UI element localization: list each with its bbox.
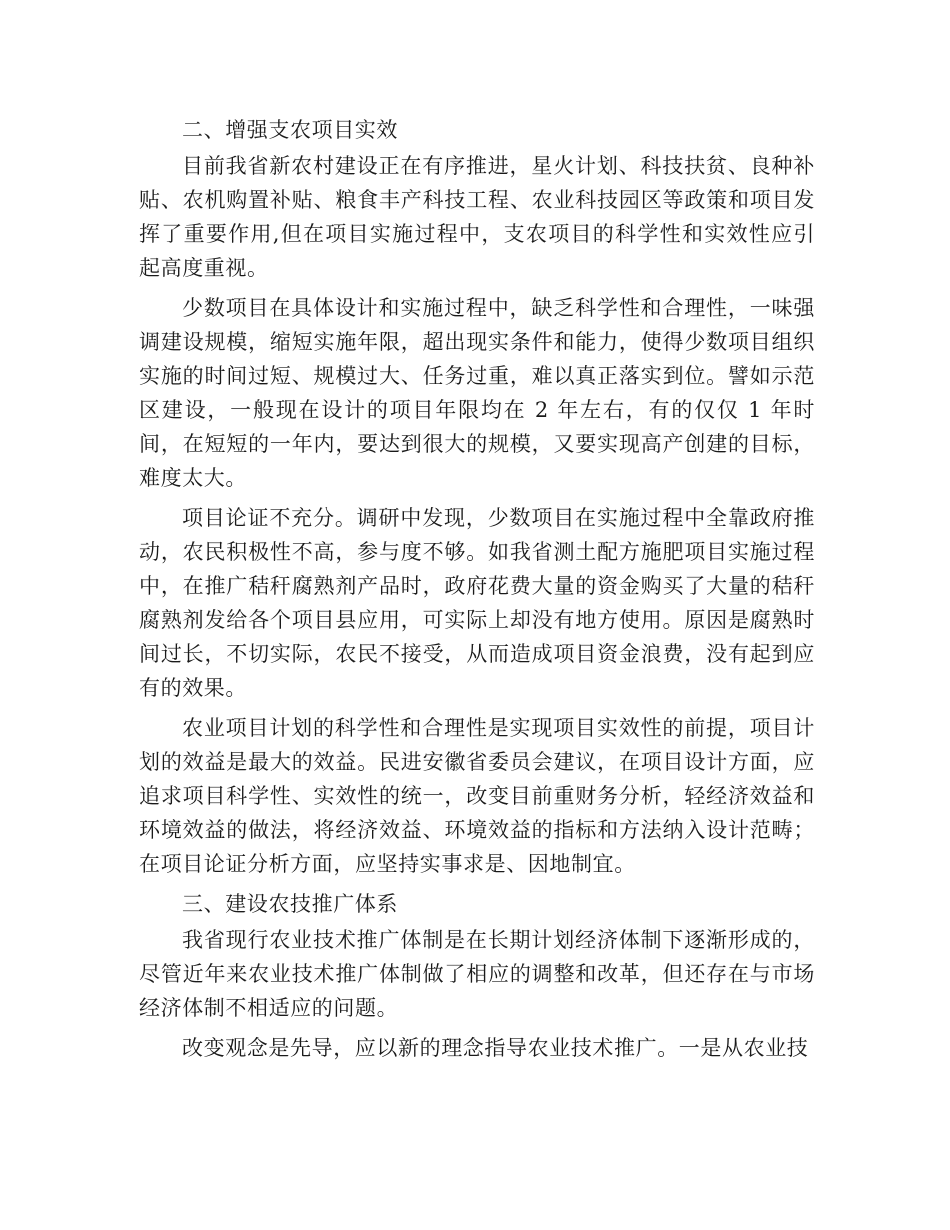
section-heading-2: 二、增强支农项目实效 bbox=[182, 118, 398, 142]
paragraph: 农业项目计划的科学性和合理性是实现项目实效性的前提，项目计划的效益是最大的效益。民进安徽省委员会建议，在项目设计方面，应追求项目科学性、实效性的统一，改变目前重财务分析，轻经济效益和环境效益的做法，将经济效益、环境效益的指标和方法纳入设计范畴；在项目论证分析方面，应坚持实事求是、因地制宜。 bbox=[139, 716, 815, 876]
document-body bbox=[139, 113, 815, 1071]
paragraph: 我省现行农业技术推广体制是在长期计划经济体制下逐渐形成的，尽管近年来农业技术推广体制做了相应的调整和改革，但还存在与市场经济体制不相适应的问题。 bbox=[139, 928, 815, 1020]
paragraph: 目前我省新农村建设正在有序推进，星火计划、科技扶贫、良种补贴、农机购置补贴、粮食丰产科技工程、农业科技园区等政策和项目发挥了重要作用,但在项目实施过程中，支农项目的科学性和实效性应引起高度重视。 bbox=[139, 154, 815, 280]
paragraph: 项目论证不充分。调研中发现，少数项目在实施过程中全靠政府推动，农民积极性不高，参与度不够。如我省测土配方施肥项目实施过程中，在推广秸秆腐熟剂产品时，政府花费大量的资金购买了大量的秸秆腐熟剂发给各个项目县应用，可实际上却没有地方使用。原因是腐熟时间过长，不切实际，农民不接受，从而造成项目资金浪费，没有起到应有的效果。 bbox=[139, 506, 815, 700]
paragraph: 改变观念是先导，应以新的理念指导农业技术推广。一是从农业技 bbox=[182, 1036, 809, 1060]
paragraph: 少数项目在具体设计和实施过程中，缺乏科学性和合理性，一味强调建设规模，缩短实施年限，超出现实条件和能力，使得少数项目组织实施的时间过短、规模过大、任务过重，难以真正落实到位。譬如示范区建设，一般现在设计的项目年限均在 2 年左右，有的仅仅 1 年时间，在短短的一年内，要达到很大的规模，又要实现高产创建的目标，难度太大。 bbox=[139, 296, 815, 490]
section-heading-3: 三、建设农技推广体系 bbox=[182, 892, 398, 916]
